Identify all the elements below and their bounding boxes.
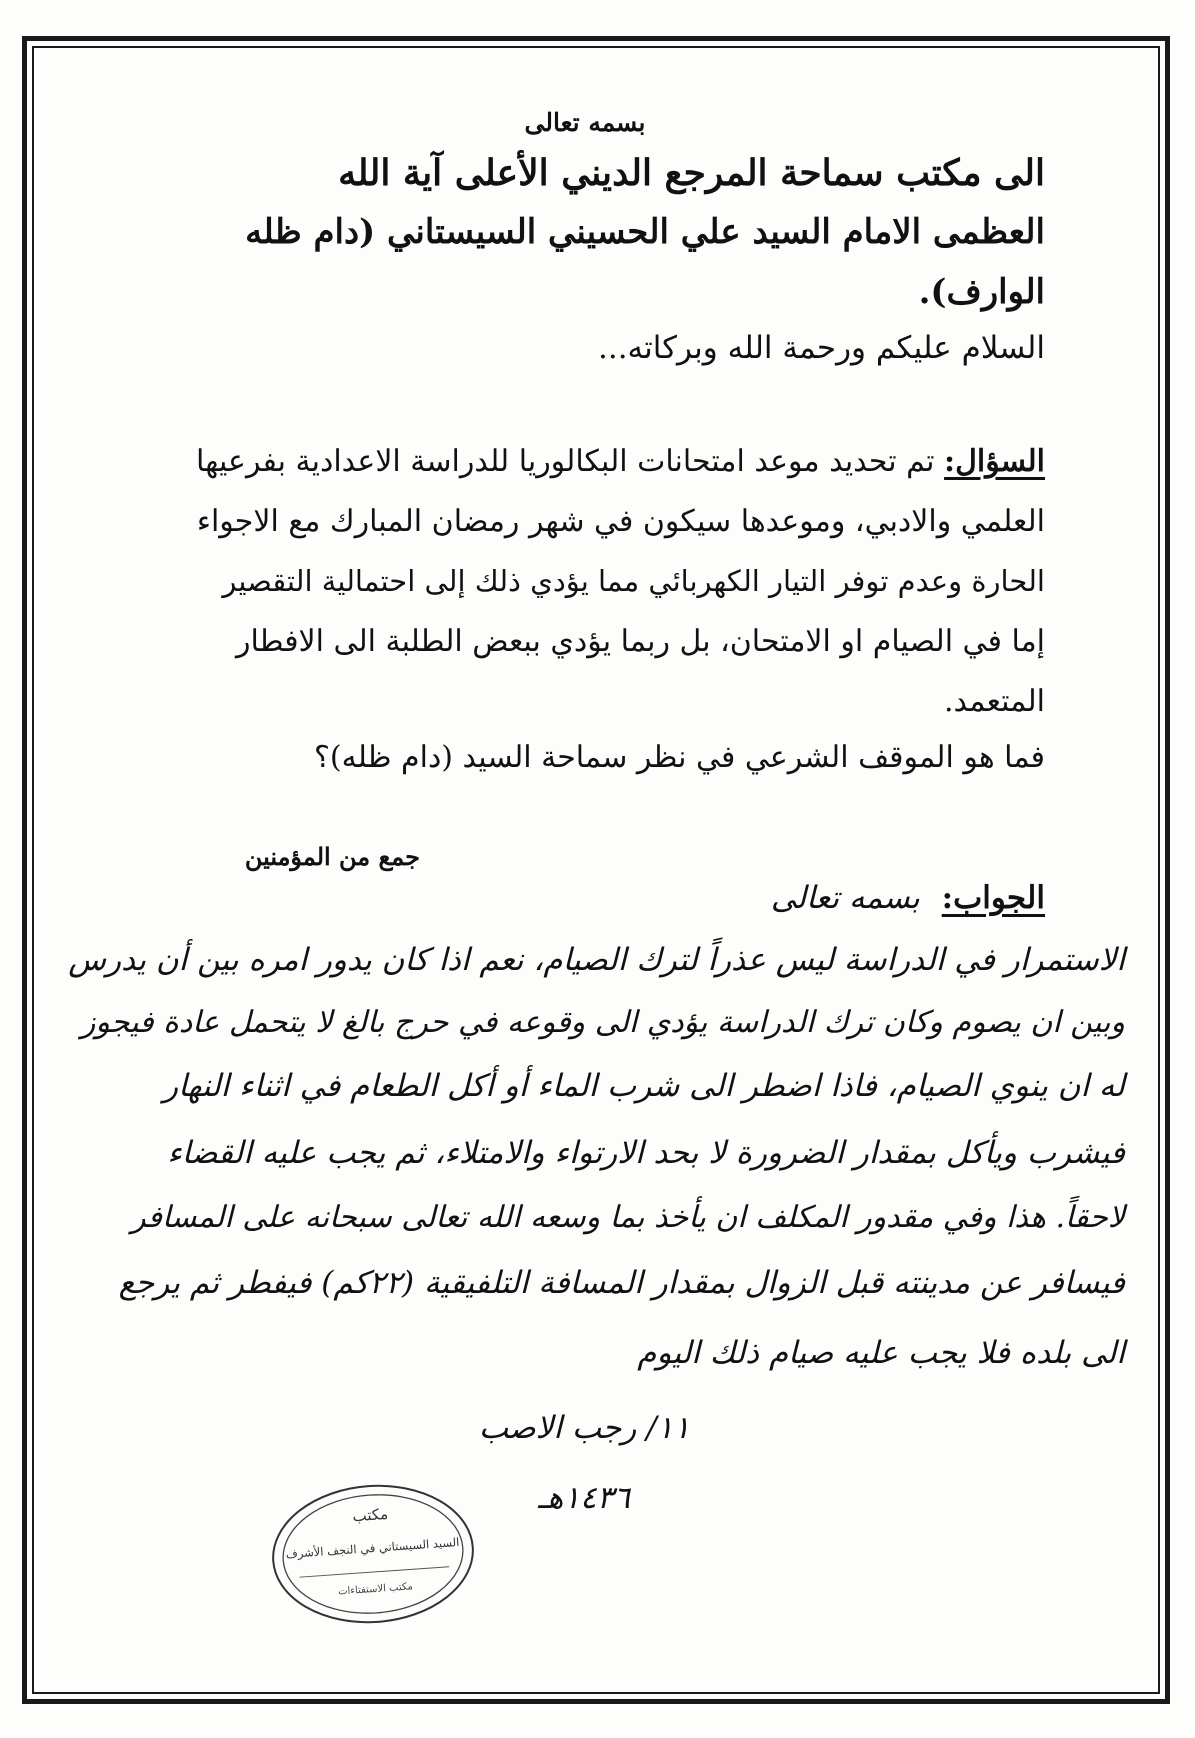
question-label: السؤال: <box>944 444 1045 479</box>
answer-heading <box>771 880 1045 916</box>
greeting: السلام عليكم ورحمة الله وبركاته... <box>598 330 1045 366</box>
office-seal <box>263 1473 483 1635</box>
answer-line-2: وبين ان يصوم وكان ترك الدراسة يؤدي الى وقوعه في حرج بالغ لا يتحمل عادة فيجوز <box>80 1005 1125 1040</box>
answer-date-hijri-year: ١٤٣٦هـ <box>537 1480 630 1516</box>
answer-line-5: لاحقاً. هذا وفي مقدور المكلف ان يأخذ بما وسعه الله تعالى سبحانه على المسافر <box>131 1200 1125 1235</box>
header-basmala: بسمه تعالى <box>524 108 646 137</box>
address-line-2: العظمى الامام السيد علي الحسيني السيستاني (دام ظله <box>245 212 1045 252</box>
question-line-1: تم تحديد موعد امتحانات البكالوريا للدراسة الاعدادية بفرعيها <box>196 444 935 479</box>
answer-line-7: الى بلده فلا يجب عليه صيام ذلك اليوم <box>637 1335 1125 1371</box>
answer-basmala: بسمه تعالى <box>770 880 920 916</box>
question-line-5: المتعمد. <box>944 684 1045 719</box>
answer-line-1: الاستمرار في الدراسة ليس عذراً لترك الصيام، نعم اذا كان يدور امره بين أن يدرس <box>68 942 1125 978</box>
question-line-3: الحارة وعدم توفر التيار الكهربائي مما يؤدي ذلك إلى احتمالية التقصير <box>222 564 1045 598</box>
answer-date-hijri-day: ١١/ رجب الاصب <box>478 1410 690 1446</box>
question-line-2: العلمي والادبي، وموعدها سيكون في شهر رمضان المبارك مع الاجواء <box>196 504 1045 539</box>
question-signature: جمع من المؤمنين <box>244 842 420 871</box>
seal-bottom-text: مكتب الاستفتاءات <box>337 1581 414 1598</box>
question-closing: فما هو الموقف الشرعي في نظر سماحة السيد (دام ظله)؟ <box>313 740 1045 775</box>
answer-line-4: فيشرب ويأكل بمقدار الضرورة لا بحد الارتواء والامتلاء، ثم يجب عليه القضاء <box>167 1135 1125 1171</box>
answer-line-6: فيسافر عن مدينته قبل الزوال بمقدار المسافة التلفيقية (٢٢كم) فيفطر ثم يرجع <box>118 1265 1125 1301</box>
question-first-line <box>196 444 1045 479</box>
seal-top-text: مكتب <box>351 1504 389 1526</box>
question-line-4: إما في الصيام او الامتحان، بل ربما يؤدي ببعض الطلبة الى الافطار <box>235 624 1045 659</box>
answer-label: الجواب: <box>941 880 1045 916</box>
address-line-3: الوارف). <box>918 272 1045 312</box>
answer-line-3: له ان ينوي الصيام، فاذا اضطر الى شرب الماء أو أكل الطعام في اثناء النهار <box>163 1068 1125 1104</box>
address-line-1: الى مكتب سماحة المرجع الديني الأعلى آية الله <box>338 152 1045 194</box>
seal-middle-text: السيد السيستاني في النجف الأشرف <box>285 1534 460 1562</box>
